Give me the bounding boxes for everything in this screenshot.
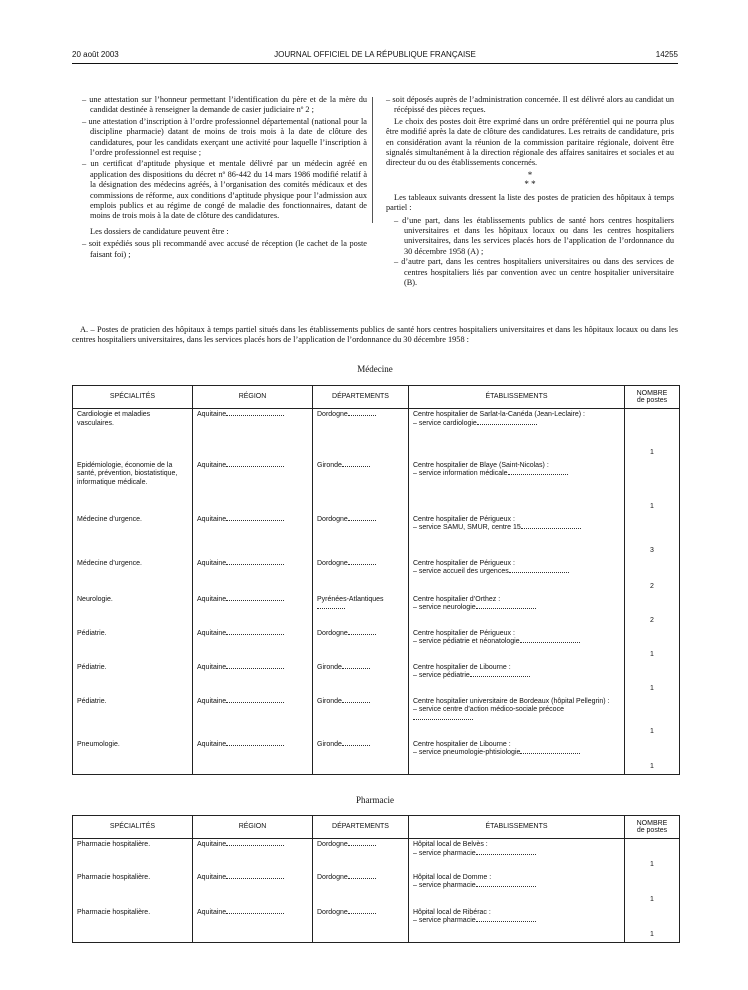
dot-leader xyxy=(509,572,569,573)
cell-etablissement xyxy=(409,558,625,594)
col-departements: DÉPARTEMENTS xyxy=(313,816,409,839)
cell-region xyxy=(193,594,313,628)
dot-leader xyxy=(476,608,536,609)
departement-text: Dordogne xyxy=(317,841,348,848)
nombre-text: 1 xyxy=(650,931,654,939)
table-row xyxy=(73,558,680,594)
dot-leader xyxy=(226,745,284,746)
table-row xyxy=(73,872,680,907)
left-column xyxy=(82,95,367,261)
service-text: – service pneumologie-phtisiologie xyxy=(413,749,521,757)
cell-specialite xyxy=(73,514,193,558)
header-date: 20 août 2003 xyxy=(72,50,119,59)
dot-leader xyxy=(226,415,284,416)
dot-leader xyxy=(226,702,284,703)
table-row xyxy=(73,514,680,558)
cell-specialite xyxy=(73,409,193,460)
col-nombre xyxy=(625,816,680,839)
departement-text: Dordogne xyxy=(317,411,348,418)
cell-etablissement xyxy=(409,907,625,943)
service-text: – service centre d’action médico-sociale précoce xyxy=(413,706,564,714)
pharmacie-table xyxy=(72,815,680,943)
cell-specialite xyxy=(73,696,193,739)
etablissement-text: Centre hospitalier d’Orthez : xyxy=(413,595,501,603)
cell-departement xyxy=(313,460,409,514)
header-rule xyxy=(72,63,678,64)
bullet-deposes: – soit déposés auprès de l’administration concernée. Il est délivré alors au candidat un récépissé des pièces reçues. xyxy=(386,95,674,115)
nombre-text: 2 xyxy=(650,616,654,624)
cell-region xyxy=(193,514,313,558)
etablissement-text: Hôpital local de Ribérac : xyxy=(413,908,491,916)
cell-specialite xyxy=(73,594,193,628)
cell-region xyxy=(193,739,313,775)
col-nombre-line1: NOMBRE xyxy=(636,819,668,827)
cell-etablissement xyxy=(409,662,625,696)
cell-specialite xyxy=(73,558,193,594)
cell-etablissement xyxy=(409,696,625,739)
cell-region xyxy=(193,907,313,943)
cell-nombre xyxy=(625,739,680,775)
cell-region xyxy=(193,662,313,696)
departement-text: Dordogne xyxy=(317,559,348,567)
region-text: Aquitaine xyxy=(197,515,227,523)
pharmacie-title: Pharmacie xyxy=(356,795,394,805)
departement-text: Dordogne xyxy=(317,629,348,637)
col-etablissements: ÉTABLISSEMENTS xyxy=(409,816,625,839)
region-text: Aquitaine xyxy=(197,595,227,603)
cell-region xyxy=(193,696,313,739)
specialite-text: Epidémiologie, économie de la santé, prévention, biostatistique, informatique médicale. xyxy=(77,461,178,486)
specialite-text: Cardiologie et maladies vasculaires. xyxy=(77,411,151,427)
star-top: * xyxy=(527,169,533,180)
col-region: RÉGION xyxy=(193,386,313,409)
bullet-attestation-inscription: – une attestation d’inscription à l’ordre professionnel départemental (national pour la discipline pharmacie) datant de moins de trois mois à la date de clôture des candidatures, pour les candidats exerçant une activité pour laquelle l’inscription à l’ordre professionnel est requise ; xyxy=(82,116,367,158)
departement-text: Gironde xyxy=(317,461,342,469)
col-nombre-line2: de postes xyxy=(636,827,668,834)
dot-leader xyxy=(470,676,530,677)
cell-region xyxy=(193,872,313,907)
service-text: – service pharmacie xyxy=(413,882,476,890)
table-row xyxy=(73,594,680,628)
dot-leader xyxy=(342,745,370,746)
specialite-text: Médecine d’urgence. xyxy=(77,559,142,567)
dot-leader xyxy=(226,564,284,565)
etablissement-text: Centre hospitalier de Sarlat-la-Canéda (Jean-Leclaire) : xyxy=(413,411,585,418)
dot-leader xyxy=(226,668,284,669)
list-item-a: – d’une part, dans les établissements publics de santé hors centres hospitaliers universitaires et dans les hôpitaux locaux ou dans les centres hospitaliers universitaires, dans les services placés hors de l’application de l’ordonnance du 30 décembre 1958 (A) ; xyxy=(394,215,674,256)
service-text: – service pharmacie xyxy=(413,849,476,857)
dot-leader xyxy=(520,753,580,754)
cell-departement xyxy=(313,409,409,460)
dot-leader xyxy=(226,845,284,846)
region-text: Aquitaine xyxy=(197,873,227,881)
cell-departement xyxy=(313,594,409,628)
specialite-text: Médecine d’urgence. xyxy=(77,515,142,523)
dot-leader xyxy=(342,702,370,703)
cell-region xyxy=(193,628,313,662)
dot-leader xyxy=(348,878,376,879)
region-text: Aquitaine xyxy=(197,411,227,418)
cell-nombre xyxy=(625,839,680,872)
col-departements: DÉPARTEMENTS xyxy=(313,386,409,409)
cell-departement xyxy=(313,739,409,775)
nombre-text: 1 xyxy=(650,650,654,658)
service-text: – service pédiatrie xyxy=(413,672,470,680)
departement-text: Dordogne xyxy=(317,908,348,916)
departement-text: Pyrénées-Atlantiques xyxy=(317,595,384,603)
cell-nombre xyxy=(625,594,680,628)
cell-nombre xyxy=(625,628,680,662)
region-text: Aquitaine xyxy=(197,663,227,671)
specialite-text: Pharmacie hospitalière. xyxy=(77,908,151,916)
specialite-text: Pédiatrie. xyxy=(77,663,107,671)
cell-specialite xyxy=(73,839,193,872)
nombre-text: 1 xyxy=(650,727,654,735)
col-specialites: SPÉCIALITÉS xyxy=(73,386,193,409)
cell-departement xyxy=(313,558,409,594)
right-column xyxy=(386,95,674,289)
nombre-text: 1 xyxy=(650,502,654,510)
dot-leader xyxy=(476,921,536,922)
service-text: – service pharmacie xyxy=(413,917,476,925)
departement-text: Dordogne xyxy=(317,873,348,881)
nombre-text: 3 xyxy=(650,546,654,554)
bullet-certificat-aptitude: – un certificat d’aptitude physique et mentale délivré par un médecin agréé en application des dispositions du décret nº 86-442 du 14 mars 1986 modifié relatif à la désignation des médecins agréés, à l’organisation des comités médicaux et des commissions de réforme, aux conditions d’aptitude physique pour l’admission aux emplois publics et au régime de congé de maladie des fonctionnaires, datant de moins de trois mois à la date de clôture des candidatures. xyxy=(82,159,367,221)
nombre-text: 1 xyxy=(650,895,654,903)
dot-leader xyxy=(317,608,345,609)
cell-departement xyxy=(313,662,409,696)
service-text: – service pédiatrie et néonatologie xyxy=(413,638,520,646)
dot-leader xyxy=(476,886,536,887)
nombre-text: 2 xyxy=(650,582,654,590)
cell-departement xyxy=(313,839,409,872)
table-row xyxy=(73,739,680,775)
region-text: Aquitaine xyxy=(197,740,227,748)
dot-leader xyxy=(342,466,370,467)
header-page-number: 14255 xyxy=(655,50,678,59)
specialite-text: Pédiatrie. xyxy=(77,697,107,705)
dot-leader xyxy=(226,520,284,521)
dot-leader xyxy=(348,564,376,565)
specialite-text: Pharmacie hospitalière. xyxy=(77,841,151,848)
cell-nombre xyxy=(625,696,680,739)
dot-leader xyxy=(226,600,284,601)
departement-text: Dordogne xyxy=(317,515,348,523)
dot-leader xyxy=(348,845,376,846)
tables-intro: Les tableaux suivants dressent la liste des postes de praticien des hôpitaux à temps partiel : xyxy=(386,192,674,213)
cell-etablissement xyxy=(409,739,625,775)
dot-leader xyxy=(348,913,376,914)
departement-text: Gironde xyxy=(317,740,342,748)
dot-leader xyxy=(348,520,376,521)
separator-stars xyxy=(386,171,674,189)
nombre-text: 1 xyxy=(650,860,654,868)
cell-etablissement xyxy=(409,460,625,514)
col-specialites: SPÉCIALITÉS xyxy=(73,816,193,839)
specialite-text: Pharmacie hospitalière. xyxy=(77,873,151,881)
table-row xyxy=(73,628,680,662)
dot-leader xyxy=(348,634,376,635)
cell-departement xyxy=(313,628,409,662)
cell-nombre xyxy=(625,460,680,514)
cell-nombre xyxy=(625,514,680,558)
bullet-attestation-honneur: – une attestation sur l’honneur permettant l’identification du père et de la mère du candidat destinée à renseigner la demande de casier judiciaire nº 2 ; xyxy=(82,95,367,115)
etablissement-text: Centre hospitalier de Blaye (Saint-Nicolas) : xyxy=(413,461,549,469)
table-row xyxy=(73,907,680,943)
service-text: – service accueil des urgences xyxy=(413,568,509,576)
specialite-text: Pneumologie. xyxy=(77,740,120,748)
cell-nombre xyxy=(625,409,680,460)
cell-specialite xyxy=(73,872,193,907)
cell-etablissement xyxy=(409,839,625,872)
dot-leader xyxy=(226,466,284,467)
nombre-text: 1 xyxy=(650,684,654,692)
cell-specialite xyxy=(73,460,193,514)
cell-region xyxy=(193,460,313,514)
col-region: RÉGION xyxy=(193,816,313,839)
etablissement-text: Centre hospitalier de Périgueux : xyxy=(413,515,515,523)
column-divider xyxy=(372,97,373,223)
cell-etablissement xyxy=(409,409,625,460)
dot-leader xyxy=(508,474,568,475)
region-text: Aquitaine xyxy=(197,461,227,469)
etablissement-text: Centre hospitalier universitaire de Bordeaux (hôpital Pellegrin) : xyxy=(413,697,610,705)
dot-leader xyxy=(348,415,376,416)
cell-region xyxy=(193,409,313,460)
dossiers-intro: Les dossiers de candidature peuvent être : xyxy=(90,226,229,236)
region-text: Aquitaine xyxy=(197,629,227,637)
cell-nombre xyxy=(625,662,680,696)
etablissement-text: Centre hospitalier de Libourne : xyxy=(413,663,511,671)
table-row xyxy=(73,460,680,514)
cell-departement xyxy=(313,696,409,739)
dot-leader xyxy=(226,634,284,635)
departement-text: Gironde xyxy=(317,697,342,705)
etablissement-text: Centre hospitalier de Périgueux : xyxy=(413,559,515,567)
bullet-expedies: – soit expédiés sous pli recommandé avec accusé de réception (le cachet de la poste faisant foi) ; xyxy=(82,239,367,259)
table-row xyxy=(73,696,680,739)
cell-etablissement xyxy=(409,514,625,558)
cell-region xyxy=(193,839,313,872)
cell-nombre xyxy=(625,872,680,907)
col-nombre-line1: NOMBRE xyxy=(636,389,668,397)
region-text: Aquitaine xyxy=(197,908,227,916)
region-text: Aquitaine xyxy=(197,841,227,848)
dot-leader xyxy=(520,642,580,643)
etablissement-text: Hôpital local de Domme : xyxy=(413,873,492,881)
service-text: – service information médicale xyxy=(413,470,508,478)
table-header-row xyxy=(73,816,680,839)
table-row xyxy=(73,409,680,460)
cell-region xyxy=(193,558,313,594)
cell-etablissement xyxy=(409,872,625,907)
table-header-row xyxy=(73,386,680,409)
col-nombre xyxy=(625,386,680,409)
region-text: Aquitaine xyxy=(197,559,227,567)
list-item-b: – d’autre part, dans les centres hospitaliers universitaires ou dans des services de centres hospitaliers liés par convention avec un centre hospitalier universitaire (B). xyxy=(394,257,674,288)
cell-etablissement xyxy=(409,594,625,628)
departement-text: Gironde xyxy=(317,663,342,671)
nombre-text: 1 xyxy=(650,763,654,771)
table-row xyxy=(73,662,680,696)
cell-nombre xyxy=(625,907,680,943)
dot-leader xyxy=(476,854,536,855)
col-etablissements: ÉTABLISSEMENTS xyxy=(409,386,625,409)
service-text: – service SAMU, SMUR, centre 15 xyxy=(413,524,521,532)
etablissement-text: Hôpital local de Belvès : xyxy=(413,841,488,848)
cell-departement xyxy=(313,907,409,943)
col-nombre-line2: de postes xyxy=(636,397,668,404)
cell-etablissement xyxy=(409,628,625,662)
medecine-title: Médecine xyxy=(357,364,393,374)
dot-leader xyxy=(226,913,284,914)
service-text: – service neurologie xyxy=(413,604,476,612)
cell-nombre xyxy=(625,558,680,594)
section-a-intro: A. – Postes de praticien des hôpitaux à temps partiel situés dans les établissements publics de santé hors centres hospitaliers universitaires et dans les hôpitaux locaux ou dans les centres hospitaliers universitaires, dans les services placés hors de l’application de l’ordonnance du 30 décembre 1958 : xyxy=(72,325,678,345)
table-row xyxy=(73,839,680,872)
dot-leader xyxy=(226,878,284,879)
cell-specialite xyxy=(73,739,193,775)
cell-departement xyxy=(313,872,409,907)
dot-leader xyxy=(342,668,370,669)
nombre-text: 1 xyxy=(650,448,654,456)
page-header xyxy=(72,50,678,64)
dot-leader xyxy=(521,528,581,529)
cell-specialite xyxy=(73,907,193,943)
header-title: JOURNAL OFFICIEL DE LA RÉPUBLIQUE FRANÇAISE xyxy=(274,50,476,59)
service-text: – service cardiologie xyxy=(413,419,477,427)
specialite-text: Pédiatrie. xyxy=(77,629,107,637)
dot-leader xyxy=(477,424,537,425)
etablissement-text: Centre hospitalier de Périgueux : xyxy=(413,629,515,637)
medecine-table xyxy=(72,385,680,775)
star-bottom: * * xyxy=(524,178,536,189)
dot-leader xyxy=(413,719,473,720)
choice-paragraph: Le choix des postes doit être exprimé dans un ordre préférentiel qui ne pourra plus être modifié après la date de clôture des candidatures. Les retraits de candidature, pris en considération avant la réunion de la commission paritaire régionale, doivent être signalés simultanément à la direction régionale des affaires sanitaires et sociales et au directeur du ou des établissements concernés. xyxy=(386,116,674,168)
cell-departement xyxy=(313,514,409,558)
cell-specialite xyxy=(73,628,193,662)
specialite-text: Neurologie. xyxy=(77,595,113,603)
region-text: Aquitaine xyxy=(197,697,227,705)
cell-specialite xyxy=(73,662,193,696)
etablissement-text: Centre hospitalier de Libourne : xyxy=(413,740,511,748)
